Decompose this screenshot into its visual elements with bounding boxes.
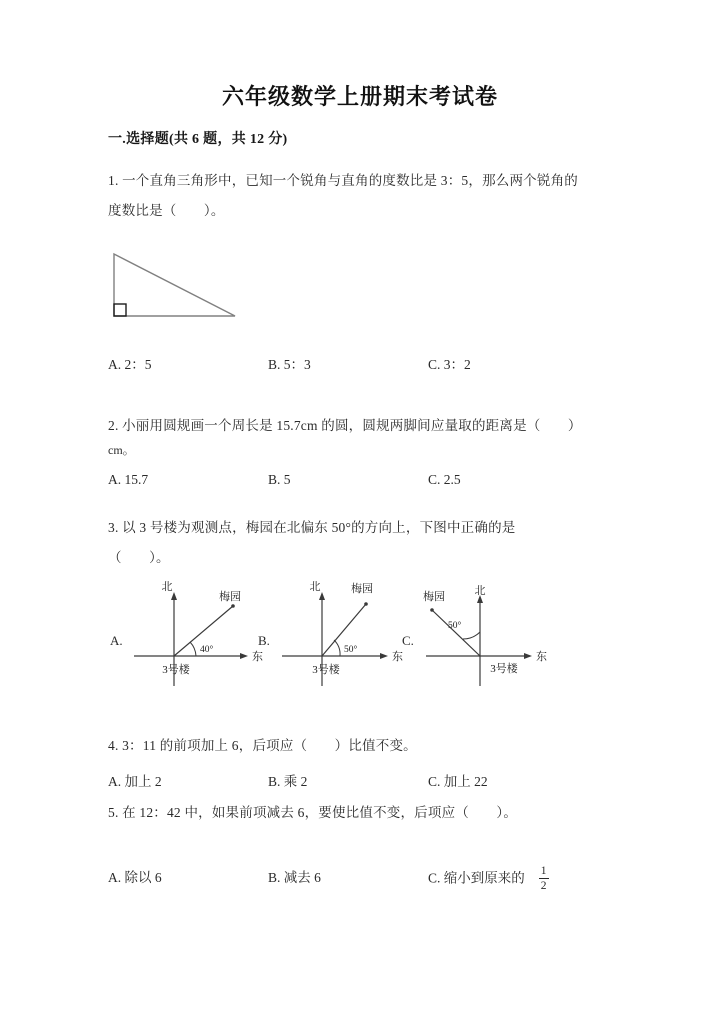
- question-1-option-c[interactable]: C. 3：2: [428, 357, 471, 372]
- direction-diagram-b-svg: [274, 578, 416, 690]
- north-label: 北: [309, 581, 321, 593]
- direction-choice-a-label: A.: [110, 633, 123, 648]
- question-2-option-b[interactable]: B. 5: [268, 472, 291, 487]
- east-arrowhead: [240, 653, 248, 659]
- fraction-one-half: [539, 865, 549, 892]
- angle-arc: [334, 640, 340, 656]
- angle-arc: [190, 642, 196, 656]
- question-1-text: [108, 166, 620, 226]
- question-5-options: [108, 866, 620, 900]
- question-4-options: [108, 770, 620, 792]
- question-5-option-a[interactable]: A. 除以 6: [108, 870, 162, 885]
- triangle-shape: [114, 254, 235, 316]
- angle-arc: [463, 632, 480, 639]
- north-arrowhead: [171, 592, 177, 600]
- direction-choice-b-label: B.: [258, 633, 270, 648]
- question-4-option-a[interactable]: A. 加上 2: [108, 774, 162, 789]
- origin-label: 3号楼: [312, 664, 340, 676]
- question-5-line-1: 5. 在 12：42 中，如果前项减去 6，要使比值不变，后项应（ ）。: [108, 805, 518, 820]
- direction-choice-c[interactable]: [400, 578, 560, 690]
- question-3-line-1: 3. 以 3 号楼为观测点，梅园在北偏东 50°的方向上，下图中正确的是: [108, 520, 516, 535]
- question-1-option-a[interactable]: A. 2：5: [108, 357, 152, 372]
- direction-diagram-a-svg: [126, 578, 268, 690]
- direction-ray: [432, 610, 480, 656]
- question-4-line-1: 4. 3：11 的前项加上 6，后项应（ ）比值不变。: [108, 738, 417, 753]
- question-1-line-2: 度数比是（ ）。: [108, 203, 225, 218]
- north-arrowhead: [319, 592, 325, 600]
- question-5-option-c[interactable]: [428, 866, 549, 893]
- question-5-option-c-text: C. 缩小到原来的: [428, 870, 525, 886]
- north-label: 北: [161, 581, 173, 593]
- question-1-option-b[interactable]: B. 5：3: [268, 357, 311, 372]
- question-3-line-2: （ ）。: [108, 550, 170, 565]
- question-2-options: [108, 472, 620, 494]
- east-label: 东: [392, 651, 403, 663]
- angle-label: 50°: [344, 645, 358, 655]
- origin-label: 3号楼: [490, 663, 518, 675]
- angle-label: 40°: [200, 645, 214, 655]
- fraction-bar: [539, 878, 549, 879]
- question-3-text: [108, 513, 620, 573]
- direction-choice-b[interactable]: [256, 578, 416, 690]
- angle-label: 50°: [448, 621, 462, 631]
- right-triangle-svg: [108, 246, 248, 326]
- target-point: [364, 602, 368, 606]
- target-label: 梅园: [219, 591, 241, 603]
- question-5-text: [108, 800, 620, 826]
- question-2-option-c[interactable]: C. 2.5: [428, 472, 461, 487]
- question-4-option-c[interactable]: C. 加上 22: [428, 774, 488, 789]
- east-arrowhead: [524, 653, 532, 659]
- question-5-option-b[interactable]: B. 减去 6: [268, 870, 321, 885]
- target-point: [430, 608, 434, 612]
- section-heading-multiple-choice: 一.选择题(共 6 题，共 12 分): [108, 132, 288, 147]
- question-4-text: [108, 733, 620, 759]
- target-label: 梅园: [351, 583, 373, 595]
- direction-choice-c-label: C.: [402, 633, 414, 648]
- question-1-options: [108, 353, 620, 375]
- fraction-denominator: 2: [540, 880, 547, 893]
- right-triangle-figure: [108, 246, 248, 326]
- question-2-line-1: 2. 小丽用圆规画一个周长是 15.7cm 的圆，圆规两脚间应量取的距离是（ ）: [108, 418, 582, 433]
- page-title: 六年级数学上册期末考试卷: [221, 84, 498, 109]
- question-2-text: [108, 413, 620, 439]
- question-4-option-b[interactable]: B. 乘 2: [268, 774, 308, 789]
- origin-label: 3号楼: [162, 664, 190, 676]
- fraction-numerator: 1: [540, 865, 547, 877]
- question-2-line-2: cm。: [108, 443, 135, 457]
- east-label: 东: [252, 651, 263, 663]
- question-3-direction-diagrams: [108, 578, 620, 690]
- question-2-option-a[interactable]: A. 15.7: [108, 472, 149, 487]
- east-arrowhead: [380, 653, 388, 659]
- north-label: 北: [474, 585, 486, 597]
- question-1-line-1: 1. 一个直角三角形中，已知一个锐角与直角的度数比是 3：5，那么两个锐角的: [108, 173, 578, 188]
- direction-diagram-c-svg: [418, 578, 560, 690]
- target-label: 梅园: [423, 591, 445, 603]
- direction-choice-a[interactable]: [108, 578, 268, 690]
- east-label: 东: [536, 651, 547, 663]
- target-point: [231, 604, 235, 608]
